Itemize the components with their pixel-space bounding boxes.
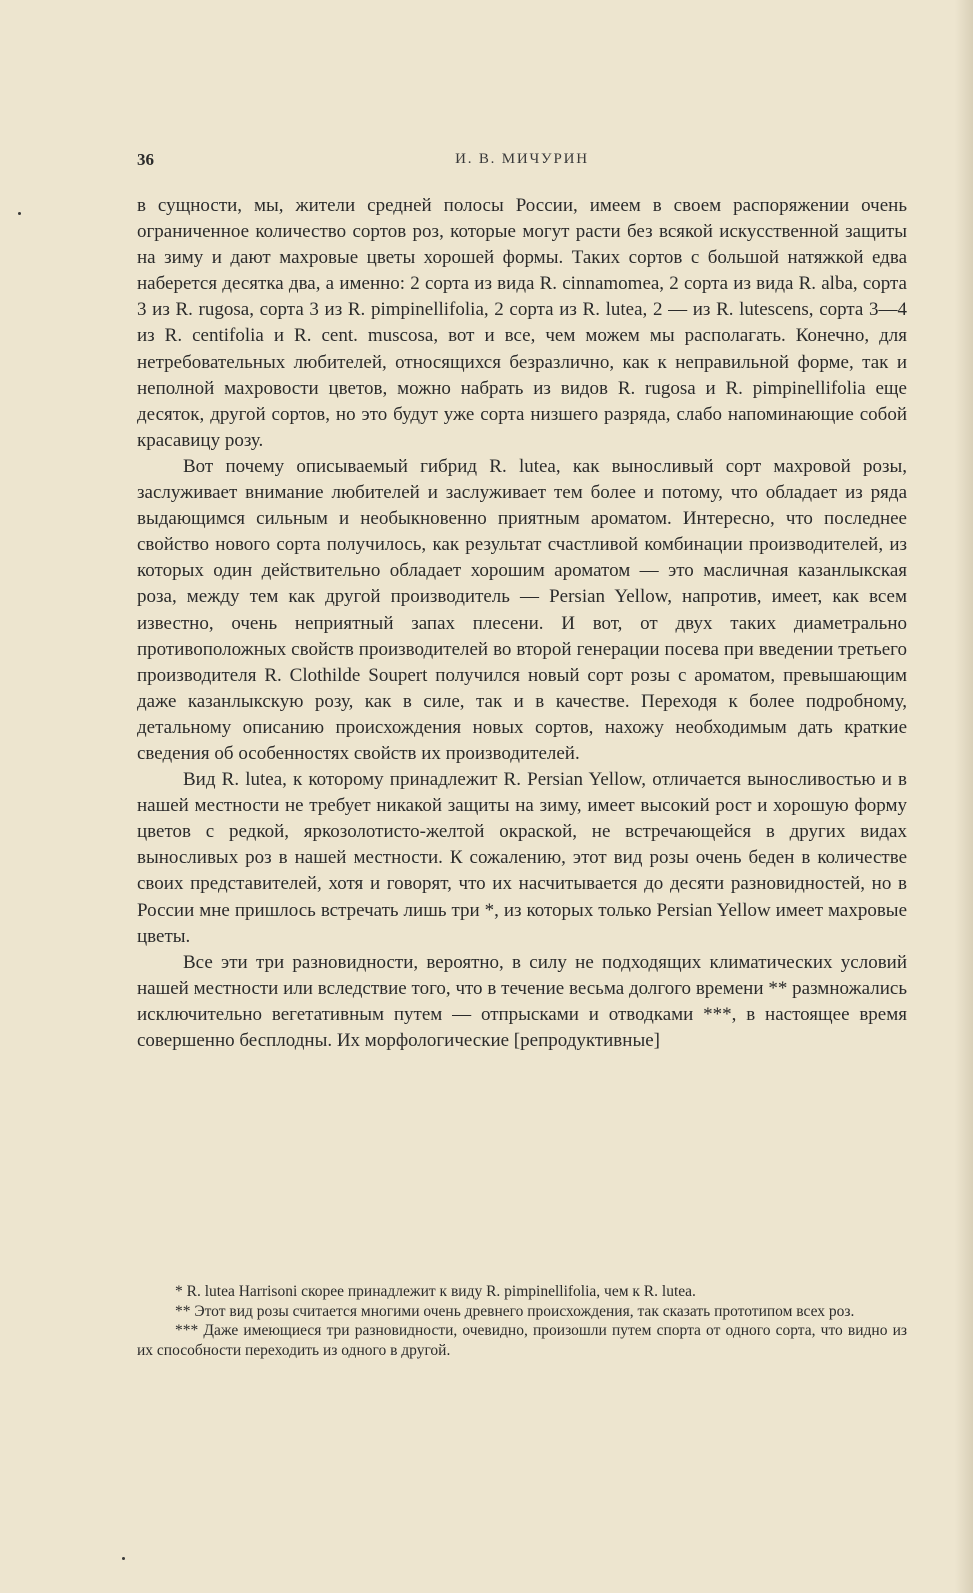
page-number: 36 <box>137 150 154 169</box>
running-head: И. В. МИЧУРИН <box>455 151 589 167</box>
scan-speck <box>122 1557 125 1560</box>
footnote-3: *** Даже имеющиеся три разновидности, очевидно, произошли путем спорта от одного сорта, что видно из их способности переходить из одного в другой. <box>137 1322 907 1359</box>
page-header <box>137 150 907 174</box>
scan-speck <box>18 212 21 215</box>
body-text <box>137 193 907 1054</box>
paragraph-2: Вот почему описываемый гибрид R. lutea, как выносливый сорт махровой розы, заслуживает внимание любителей и заслуживает тем более и потому, что обладает из ряда выдающимся сильным и необыкновенно приятным ароматом. Интересно, что последнее свойство нового сорта получилось, как результат счастливой комбинации производителей, из которых один действительно обладает хорошим ароматом — это масличная казанлыкская роза, между тем как другой производитель — Persian Yellow, напротив, имеет, как всем известно, очень неприятный запах плесени. И вот, от двух таких диаметрально противоположных свойств производителей во второй генерации посева при введении третьего производителя R. Clothilde Soupert получился новый сорт розы с ароматом, превышающим даже казанлыкскую розу, как в силе, так и в качестве. Переходя к более подробному, детальному описанию происхождения новых сортов, нахожу необходимым дать краткие сведения об особенностях свойств их производителей. <box>137 455 907 764</box>
footnote-1: * R. lutea Harrisoni скорее принадлежит к виду R. pimpinellifolia, чем к R. lutea. <box>175 1283 696 1300</box>
paragraph-4: Все эти три разновидности, вероятно, в силу не подходящих климатических условий нашей местности или вследствие того, что в течение весьма долгого времени ** размножались исключительно вегетативным путем — отпрысками и отводками ***, в настоящее время совершенно бесплодны. Их морфологические [репродуктивные] <box>137 951 907 1051</box>
paragraph-3: Вид R. lutea, к которому принадлежит R. Persian Yellow, отличается выносливостью и в нашей местности не требует никакой защиты на зиму, имеет высокий рост и хорошую форму цветов с редкой, яркозолотисто-желтой окраской, не встречающейся в других видах выносливых роз в нашей местности. К сожалению, этот вид розы очень беден в количестве своих представителей, хотя и говорят, что их насчитывается до десяти разновидностей, но в России мне пришлось встречать лишь три *, из которых только Persian Yellow имеет махровые цветы. <box>137 769 907 947</box>
footnotes <box>137 1282 907 1360</box>
paragraph-1: в сущности, мы, жители средней полосы России, имеем в своем распоряжении очень ограниченное количество сортов роз, которые могут расти без всякой искусственной защиты на зиму и дают махровые цветы хорошей формы. Таких сортов с большой натяжкой едва наберется десятка два, а именно: 2 сорта из вида R. cinnamomea, 2 сорта из вида R. alba, сорта 3 из R. rugosa, сорта 3 из R. pimpinellifolia, 2 сорта из R. lutea, 2 — из R. lutescens, сорта 3—4 из R. centifolia и R. cent. muscosa, вот и все, чем можем мы располагать. Конечно, для нетребовательных любителей, относящихся безразлично, как к неправильной форме, так и неполной махровости цветов, можно набрать из видов R. rugosa и R. pimpinellifolia еще десяток, другой сортов, но это будут уже сорта низшего разряда, слабо напоминающие собой красавицу розу. <box>137 195 907 451</box>
footnote-2: ** Этот вид розы считается многими очень древнего происхождения, так сказать прототипом всех роз. <box>175 1302 855 1320</box>
page-edge-shadow <box>955 0 973 1593</box>
